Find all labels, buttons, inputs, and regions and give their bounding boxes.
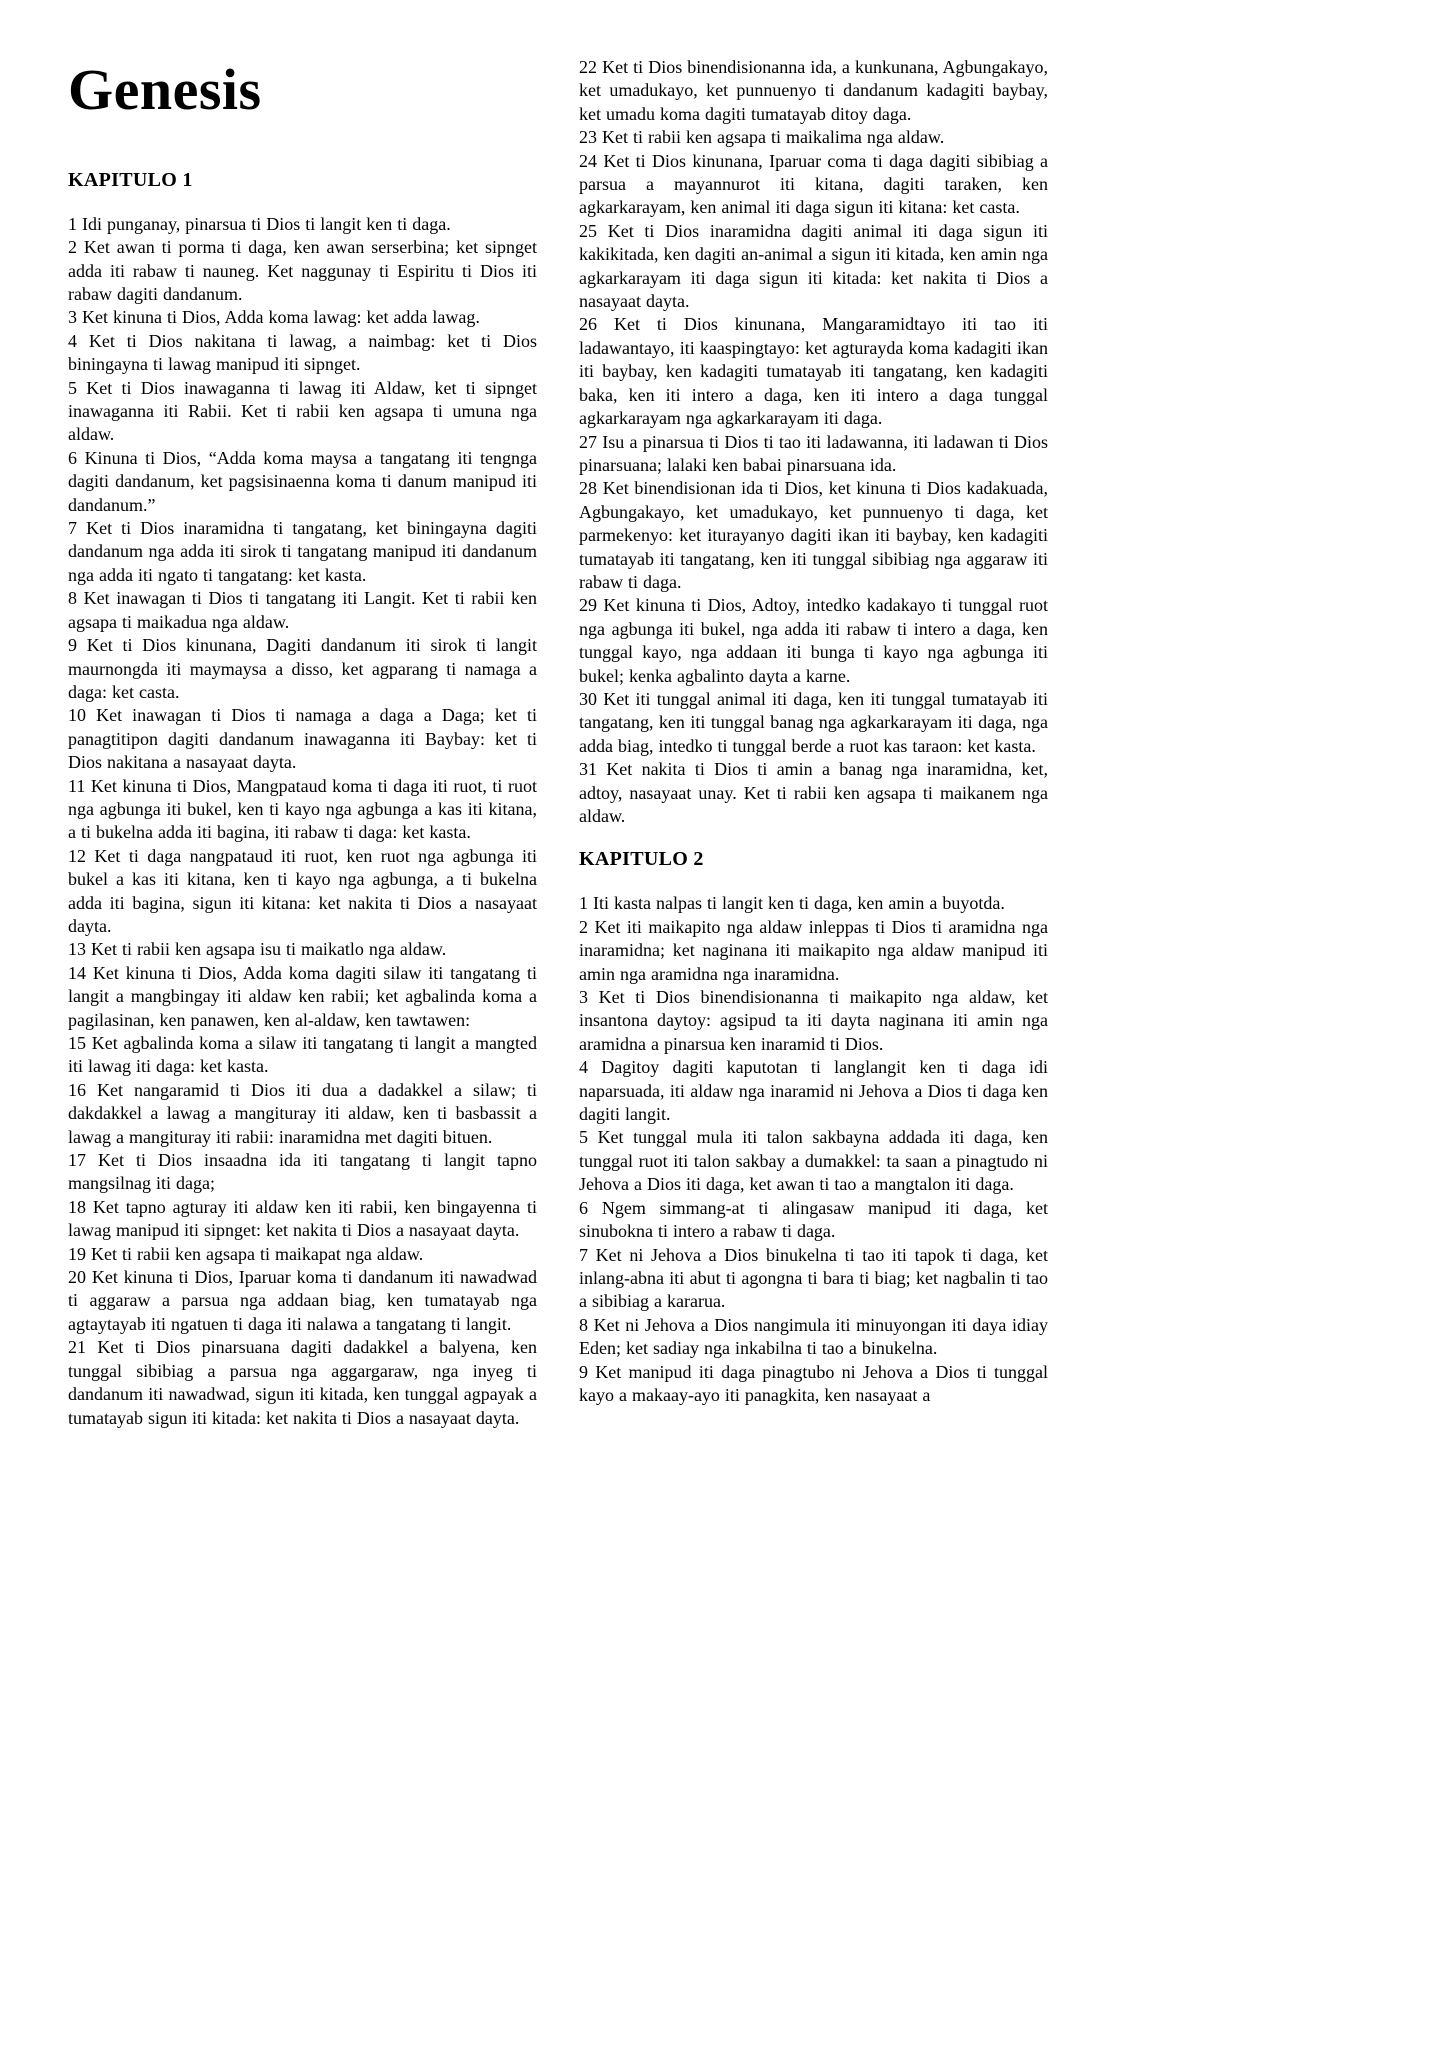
- verse-number: 28: [579, 478, 597, 499]
- verse-text: Ket ti Dios inaramidna dagiti animal iti daga sigun iti kakikitada, ken dagiti an-animal a sigun iti kitada, ken amin nga agkarkarayam iti daga sigun iti kitada: ket nakita ti Dios a nasayaat dayta.: [579, 220, 1048, 312]
- verse-text: Ket ti Dios kinunana, Dagiti dandanum iti sirok ti langit maurnongda iti maymaysa a disso, ket agparang ti namaga a daga: ket casta.: [68, 635, 538, 702]
- verse: [68, 236, 537, 306]
- verse-number: 11: [68, 775, 86, 796]
- verse-number: 6: [579, 1197, 588, 1218]
- verse-number: 15: [68, 1033, 86, 1054]
- verse-number: 20: [68, 1267, 86, 1288]
- verse: [68, 517, 537, 587]
- verse: [68, 845, 537, 939]
- verse: [68, 447, 537, 517]
- verse-text: Ket iti maikapito nga aldaw inleppas ti Dios ti aramidna nga inaramidna; ket naginana iti maikapito nga aldaw manipud iti amin nga aramidna nga inaramidna.: [579, 916, 1049, 984]
- verse-text: Ket iti tunggal animal iti daga, ken iti tunggal tumatayab iti tangatang, ken iti tunggal banag nga agkarkarayam iti daga, nga adda biag, intedko ti tunggal berde a ruot kas taraon: ket kasta.: [579, 688, 1049, 756]
- verse-number: 16: [68, 1079, 86, 1100]
- verse: [68, 1196, 537, 1243]
- verse-text: Dagitoy dagiti kaputotan ti langlangit ken ti daga idi naparsuada, iti aldaw nga inaramid ni Jehova a Dios ti daga ken dagiti langit.: [579, 1057, 1049, 1125]
- verse-text: Ket inawagan ti Dios ti tangatang iti Langit. Ket ti rabii ken agsapa ti maikadua nga aldaw.: [68, 588, 538, 632]
- verse-number: 8: [579, 1314, 588, 1335]
- verse-text: Ket ti Dios nakitana ti lawag, a naimbag: ket ti Dios biningayna ti lawag manipud iti sipnget.: [68, 330, 537, 375]
- verse-text: Ket ti rabii ken agsapa ti maikalima nga aldaw.: [602, 127, 945, 148]
- verse: [68, 213, 537, 236]
- verse: [579, 892, 1048, 915]
- verse-number: 1: [579, 893, 588, 914]
- verse-text: Ket kinuna ti Dios, Mangpataud koma ti daga iti ruot, ti ruot nga agbunga iti bukel, ken ti kayo nga agbunga a kas iti kitana, a ti bukelna adda iti bagina, iti rabaw ti daga: ket kasta.: [68, 775, 537, 843]
- verse: [579, 1197, 1048, 1244]
- verse-text: Ket tunggal mula iti talon sakbayna addada iti daga, ken tunggal ruot iti talon sakbay a dumakkel: ta saan a pinagtudo ni Jehova a Dios iti daga, ket awan ti tao a mangtalon iti daga.: [579, 1127, 1048, 1195]
- verse-text: Ket ti daga nangpataud iti ruot, ken ruot nga agbunga iti bukel a kas iti kitana, ken ti kayo nga agbunga, a ti bukelna adda iti bagina, sigun iti kitana: ket nakita ti Dios a nasayaat dayta.: [68, 845, 537, 936]
- verse-number: 6: [68, 447, 77, 468]
- verse-number: 9: [579, 1361, 588, 1382]
- verse: [579, 688, 1048, 758]
- right-column: [579, 56, 1048, 1407]
- verse-text: Ket ti Dios pinarsuana dagiti dadakkel a balyena, ken tunggal sibibiag a parsua nga aggargaraw, nga inyeg ti dandanum iti nawadwad, sigun iti kitada, ken tunggal agpayak a tumatayab sigun iti kitada: ket nakita ti Dios a nasayaat dayta.: [68, 1337, 538, 1428]
- verse-number: 3: [579, 987, 588, 1008]
- verse-number: 4: [579, 1057, 588, 1078]
- verse-number: 14: [68, 962, 86, 983]
- verse-number: 5: [68, 377, 77, 398]
- chapter-heading: KAPITULO 1: [68, 168, 193, 191]
- verse-number: 10: [68, 705, 86, 726]
- verse-text: Ket ti Dios binendisionanna ida, a kunkunana, Agbungakayo, ket umadukayo, ket punnuenyo ti dandanum kadagiti baybay, ket umadu koma dagiti tumatayab ditoy daga.: [579, 57, 1048, 124]
- verse: [68, 1149, 537, 1196]
- verse-number: 12: [68, 845, 86, 866]
- verse-number: 8: [68, 588, 77, 609]
- verse-text: Ket nakita ti Dios ti amin a banag nga inaramidna, ket, adtoy, nasayaat unay. Ket ti rabii ken agsapa ti maikanem nga aldaw.: [579, 759, 1049, 826]
- verse-number: 13: [68, 939, 86, 960]
- verse-text: Ket ni Jehova a Dios binukelna ti tao iti tapok ti daga, ket inlang-abna iti abut ti agongna ti bara ti biag; ket nagbalin ti tao a sibibiag a kararua.: [579, 1244, 1049, 1312]
- verse: [579, 1361, 1048, 1408]
- verse-text: Iti kasta nalpas ti langit ken ti daga, ken amin a buyotda.: [593, 893, 1005, 914]
- verse-number: 25: [579, 220, 597, 241]
- verse-number: 2: [68, 237, 77, 258]
- verse: [68, 1266, 537, 1336]
- verse-text: Ket ti rabii ken agsapa isu ti maikatlo nga aldaw.: [91, 939, 447, 960]
- verse: [579, 1314, 1048, 1361]
- verse: [579, 758, 1048, 828]
- book-title: Genesis: [68, 57, 262, 122]
- verse-text: Ket kinuna ti Dios, Adda koma lawag: ket adda lawag.: [82, 307, 480, 328]
- verse: [579, 916, 1048, 986]
- verse-text: Ket ni Jehova a Dios nangimula iti minuyongan iti daya idiay Eden; ket sadiay nga inkabilna ti tao a binukelna.: [579, 1314, 1049, 1359]
- verse-number: 3: [68, 307, 77, 328]
- verse: [579, 1244, 1048, 1314]
- verse: [579, 431, 1048, 478]
- verse: [579, 150, 1048, 220]
- verse: [68, 704, 537, 774]
- verse: [579, 986, 1048, 1056]
- verse-number: 9: [68, 635, 77, 656]
- verse-text: Ket kinuna ti Dios, Iparuar koma ti dandanum iti nawadwad ti aggaraw a parsua nga addaan biag, ken tumatayab nga agtaytayab iti ngatuen ti daga iti nalawa a tangatang ti langit.: [68, 1267, 538, 1334]
- verse-number: 7: [579, 1244, 588, 1265]
- verse-text: Ngem simmang-at ti alingasaw manipud iti daga, ket sinubokna ti intero a rabaw ti daga.: [579, 1197, 1048, 1242]
- verse: [579, 1126, 1048, 1196]
- verse: [579, 594, 1048, 688]
- verse: [68, 1336, 537, 1430]
- verse: [68, 330, 537, 377]
- verse-text: Ket inawagan ti Dios ti namaga a daga a Daga; ket ti panagtitipon dagiti dandanum inawaganna iti Baybay: ket ti Dios nakitana a nasayaat dayta.: [68, 705, 537, 773]
- verse-text: Ket nangaramid ti Dios iti dua a dadakkel a silaw; ti dakdakkel a lawag a mangituray iti aldaw, ken ti basbassit a lawag a mangituray iti rabii: inaramidna met dagiti bituen.: [68, 1079, 537, 1147]
- verse-text: Ket ti Dios insaadna ida iti tangatang ti langit tapno mangsilnag iti daga;: [68, 1150, 538, 1194]
- verse-text: Ket ti rabii ken agsapa ti maikapat nga aldaw.: [91, 1243, 424, 1264]
- verse: [579, 1056, 1048, 1126]
- verse-text: Ket kinuna ti Dios, Adtoy, intedko kadakayo ti tunggal ruot nga agbunga iti bukel, nga adda iti rabaw ti intero a daga, ken tunggal kayo, nga addaan iti bunga ti kayo nga agbunga iti bukel; kenka agbalinto dayta a karne.: [579, 595, 1048, 686]
- verse: [68, 634, 537, 704]
- verse: [68, 1243, 537, 1266]
- verse-number: 23: [579, 127, 597, 148]
- chapter-heading: KAPITULO 2: [579, 848, 704, 871]
- verse: [68, 587, 537, 634]
- verse-text: Ket awan ti porma ti daga, ken awan serserbina; ket sipnget adda iti rabaw ti nauneg. Ket naggunay ti Espiritu ti Dios iti rabaw dagiti dandanum.: [68, 237, 538, 305]
- verse-number: 4: [68, 330, 77, 351]
- verse-number: 30: [579, 688, 597, 709]
- verse-number: 27: [579, 431, 597, 452]
- verse-number: 31: [579, 759, 597, 780]
- verse-number: 22: [579, 57, 597, 77]
- verse-text: Kinuna ti Dios, “Adda koma maysa a tangatang iti tengnga dagiti dandanum, ket pagsisinaenna koma ti danum manipud iti dandanum.”: [68, 447, 538, 515]
- verse: [68, 938, 537, 961]
- verse: [68, 1079, 537, 1149]
- verse-text: Ket binendisionan ida ti Dios, ket kinuna ti Dios kadakuada, Agbungakayo, ket umadukayo, ket punnuenyo ti daga, ket parmekenyo: ket iturayanyo dagiti ikan iti baybay, ken kadagiti tumatayab iti tangatang, ken iti tunggal sibibiag nga aggaraw iti rabaw ti daga.: [579, 478, 1049, 592]
- verse: [579, 220, 1048, 314]
- left-column: [68, 56, 537, 1430]
- verse-text: Ket agbalinda koma a silaw iti tangatang ti langit a mangted iti lawag iti daga: ket kasta.: [68, 1033, 538, 1077]
- verse: [68, 962, 537, 1032]
- verse-text: Ket ti Dios binendisionanna ti maikapito nga aldaw, ket insantona daytoy: agsipud ta iti dayta naginana iti amin nga aramidna a pinarsua ken inaramid ti Dios.: [579, 987, 1048, 1054]
- verse-number: 18: [68, 1196, 86, 1217]
- verse-number: 7: [68, 518, 77, 539]
- verse: [579, 56, 1048, 126]
- verse-text: Ket manipud iti daga pinagtubo ni Jehova a Dios ti tunggal kayo a makaay-ayo iti panagkita, ken nasayaat a: [579, 1361, 1048, 1405]
- verse-number: 1: [68, 213, 77, 234]
- verse-number: 26: [579, 314, 597, 335]
- verse-text: Ket ti Dios inawaganna ti lawag iti Aldaw, ket ti sipnget inawaganna iti Rabii. Ket ti rabii ken agsapa ti umuna nga aldaw.: [68, 377, 537, 445]
- verse: [68, 377, 537, 447]
- verse-number: 2: [579, 916, 588, 937]
- verse: [68, 1032, 537, 1079]
- verse: [68, 306, 537, 329]
- verse-number: 17: [68, 1150, 86, 1171]
- verse-number: 24: [579, 150, 597, 171]
- verse-text: Isu a pinarsua ti Dios ti tao iti ladawanna, iti ladawan ti Dios pinarsuana; lalaki ken babai pinarsuana ida.: [579, 431, 1049, 475]
- verse: [579, 477, 1048, 594]
- verse-number: 5: [579, 1127, 588, 1148]
- verse-number: 19: [68, 1243, 86, 1264]
- verse-number: 29: [579, 595, 597, 616]
- verse-text: Idi punganay, pinarsua ti Dios ti langit ken ti daga.: [82, 213, 451, 234]
- verse: [579, 313, 1048, 430]
- verse: [579, 126, 1048, 149]
- verse-text: Ket ti Dios kinunana, Mangaramidtayo iti tao iti ladawantayo, iti kaaspingtayo: ket agturayda koma kadagiti ikan iti baybay, ken kadagiti tumatayab iti tangatang, ken kadagiti baka, ken iti intero a daga, ken iti intero a daga tunggal agkarkarayam nga agkarkarayam iti daga.: [579, 314, 1049, 429]
- verse-text: Ket ti Dios kinunana, Iparuar coma ti daga dagiti sibibiag a parsua a mayannurot iti kitana, dagiti taraken, ken agkarkarayam, ken animal iti daga sigun iti kitana: ket casta.: [579, 150, 1049, 218]
- verse: [68, 775, 537, 845]
- verse-text: Ket tapno agturay iti aldaw ken iti rabii, ken bingayenna ti lawag manipud iti sipnget: ket nakita ti Dios a nasayaat dayta.: [68, 1196, 537, 1241]
- verse-text: Ket kinuna ti Dios, Adda koma dagiti silaw iti tangatang ti langit a mangbingay iti aldaw ken rabii; ket agbalinda koma a pagilasinan, ken panawen, ken al-aldaw, ken tawtawen:: [68, 962, 538, 1030]
- verse-text: Ket ti Dios inaramidna ti tangatang, ket biningayna dagiti dandanum nga adda iti sirok ti tangatang manipud iti dandanum nga adda iti ngato ti tangatang: ket kasta.: [68, 518, 538, 585]
- verse-number: 21: [68, 1337, 86, 1358]
